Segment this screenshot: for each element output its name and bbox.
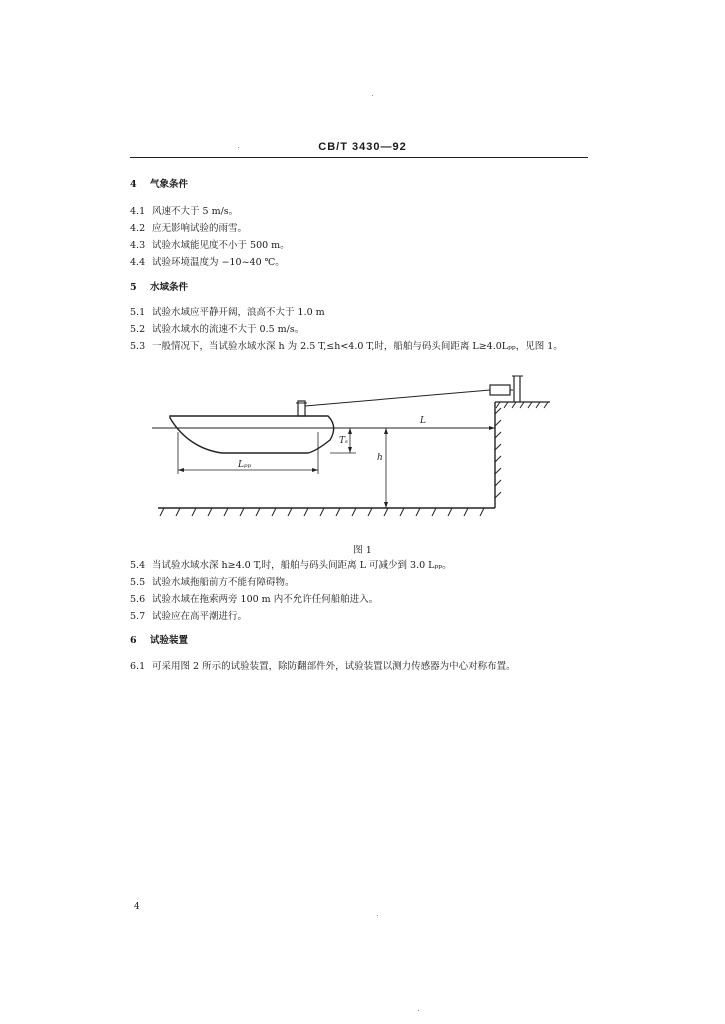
clause-number: 5.7 (130, 611, 146, 622)
clause-number: 4.2 (130, 223, 146, 234)
clause-number: 4.3 (130, 240, 146, 251)
label-Lpp: Lₚₚ (238, 460, 252, 470)
clause-5-1 (130, 306, 325, 320)
ship-hull (170, 416, 334, 453)
section-number: 6 (130, 635, 137, 646)
figure-1-diagram (150, 370, 560, 530)
tow-rope (305, 390, 490, 406)
scan-speck (372, 95, 373, 96)
clause-5-5 (130, 576, 295, 590)
clause-number: 5.5 (130, 577, 146, 588)
clause-number: 5.1 (130, 307, 146, 318)
quay-top-hatch (496, 402, 548, 408)
scan-speck (377, 915, 378, 916)
section-title: 试验装置 (150, 635, 189, 646)
section-5-heading (130, 281, 188, 295)
section-title: 气象条件 (150, 179, 189, 190)
standard-code-header: CB/T 3430—92 (318, 141, 407, 153)
clause-5-3 (130, 340, 563, 354)
clause-text: 当试验水域水深 h≥4.0 T,时，船舶与码头间距离 L 可减少到 3.0 Lₚₚ。 (152, 560, 452, 571)
clause-4-1 (130, 205, 238, 219)
clause-5-2 (130, 323, 304, 337)
quay-wall-hatch (495, 408, 501, 498)
section-4-heading (130, 178, 188, 192)
scan-speck (418, 1010, 419, 1011)
clause-number: 4.1 (130, 206, 146, 217)
clause-text: 应无影响试验的雨雪。 (152, 223, 248, 234)
section-number: 5 (130, 282, 137, 293)
dimension-arrows (178, 426, 495, 508)
clause-number: 6.1 (130, 661, 146, 672)
header-rule (130, 157, 588, 158)
sea-bed-hatch (160, 508, 484, 516)
clause-number: 4.4 (130, 257, 146, 268)
label-T: Tₛ (339, 436, 349, 446)
clause-number: 5.2 (130, 324, 146, 335)
clause-number: 5.4 (130, 560, 146, 571)
clause-text: 试验水域拖船前方不能有障碍物。 (152, 577, 295, 588)
clause-4-4 (130, 256, 285, 270)
clause-text: 试验水域应平静开阔，浪高不大于 1.0 m (152, 307, 325, 318)
label-L: L (420, 416, 426, 426)
clause-4-2 (130, 222, 247, 236)
clause-text: 试验应在高平潮进行。 (152, 611, 248, 622)
clause-text: 试验水域在拖索两旁 100 m 内不允许任何船舶进入。 (152, 594, 379, 605)
clause-text: 一般情况下，当试验水域水深 h 为 2.5 T,≤h<4.0 T,时，船舶与码头间距离 L≥4.0Lₚₚ，见图 1。 (152, 341, 563, 352)
clause-6-1 (130, 660, 516, 674)
scan-speck (238, 147, 239, 148)
ship-quay-diagram (150, 370, 560, 530)
label-h: h (377, 453, 383, 463)
clause-text: 试验环境温度为 −10~40 ℃。 (152, 257, 285, 268)
force-sensor (490, 385, 510, 395)
clause-text: 试验水域水的流速不大于 0.5 m/s。 (152, 324, 305, 335)
clause-5-6 (130, 593, 378, 607)
clause-text: 试验水域能见度不小于 500 m。 (152, 240, 290, 251)
clause-5-7 (130, 610, 247, 624)
clause-text: 风速不大于 5 m/s。 (152, 206, 239, 217)
figure-1-caption: 图 1 (353, 545, 372, 556)
section-title: 水域条件 (150, 282, 189, 293)
section-6-heading (130, 634, 188, 648)
clause-4-3 (130, 239, 290, 253)
page-number: 4 (134, 902, 140, 912)
clause-number: 5.3 (130, 341, 146, 352)
clause-number: 5.6 (130, 594, 146, 605)
clause-text: 可采用图 2 所示的试验装置，除防翻部件外，试验装置以测力传感器为中心对称布置。 (152, 661, 516, 672)
clause-5-4 (130, 559, 452, 573)
section-number: 4 (130, 179, 137, 190)
